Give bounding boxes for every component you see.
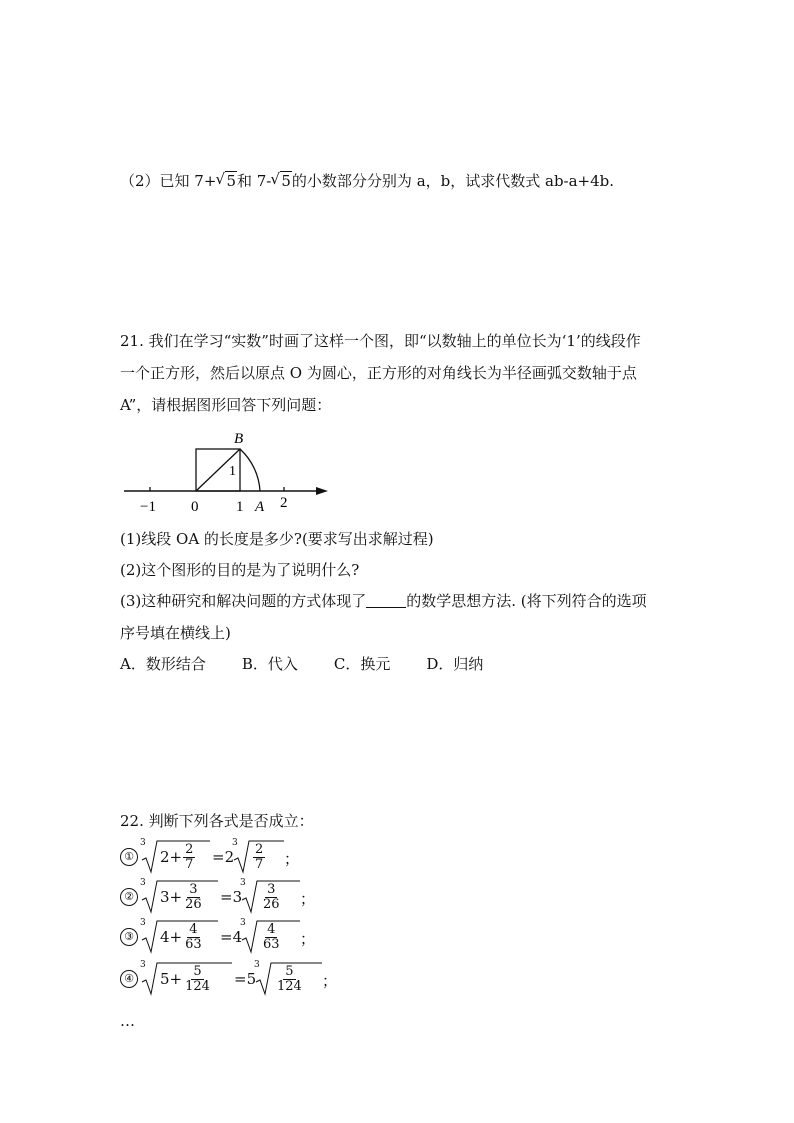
cube-root-left: 3 5 + $\frac{5}{124}$ bbox=[140, 960, 232, 996]
cube-root-left: 3 3 + $\frac{3}{26}$ bbox=[140, 878, 218, 914]
fraction: $\frac{2}{7}$ bbox=[185, 841, 194, 872]
ellipsis: … bbox=[120, 1012, 135, 1030]
tick-label-1: 1 bbox=[236, 499, 244, 515]
fraction: $\frac{4}{63}$ bbox=[185, 921, 202, 952]
axis-arrow bbox=[316, 487, 328, 495]
q21-sub1: (1)线段 OA 的长度是多少?(要求写出求解过程) bbox=[120, 530, 434, 548]
semicolon: ； bbox=[322, 972, 338, 990]
root-index: 3 bbox=[240, 918, 246, 928]
circled-number: ③ bbox=[120, 928, 138, 946]
answer-blank[interactable] bbox=[366, 591, 406, 608]
q20-part2: （2）已知 7+√ 5和 7-√ 5的小数部分分别为 a，b，试求代数式 ab-a+4b. bbox=[120, 170, 614, 192]
tick-label-2: 2 bbox=[280, 495, 288, 511]
cube-root-left: 3 4 + $\frac{4}{63}$ bbox=[140, 918, 218, 954]
label-B: B bbox=[234, 431, 244, 447]
sqrt-5-b: √ 5 bbox=[271, 170, 292, 192]
option-a: A．数形结合 bbox=[120, 655, 206, 673]
q21-sub3-line2: 序号填在横线上) bbox=[120, 624, 231, 642]
root-index: 3 bbox=[140, 918, 146, 928]
cube-root-right bbox=[240, 878, 300, 914]
label-A: A bbox=[255, 499, 265, 515]
option-d: D．归纳 bbox=[426, 655, 484, 673]
fraction: $\frac{5}{124}$ bbox=[277, 963, 302, 994]
root-index: 3 bbox=[240, 878, 246, 888]
tick-label-neg1: −1 bbox=[140, 499, 156, 515]
semicolon: ； bbox=[300, 930, 316, 948]
sqrt-5-a: √ 5 bbox=[216, 170, 237, 192]
q21-line3: A”，请根据图形回答下列问题： bbox=[120, 396, 332, 414]
label-1-side: 1 bbox=[229, 464, 236, 479]
semicolon: ； bbox=[284, 850, 300, 868]
q22-title: 22. 判断下列各式是否成立： bbox=[120, 812, 314, 830]
tick-label-0: 0 bbox=[191, 499, 199, 515]
option-c: C．换元 bbox=[333, 655, 391, 673]
circled-number: ④ bbox=[120, 970, 138, 988]
q21-options bbox=[120, 653, 519, 675]
circled-number: ① bbox=[120, 848, 138, 866]
equals-coefficient: =5 bbox=[234, 970, 257, 988]
root-index: 3 bbox=[254, 960, 260, 970]
equals-coefficient: =3 bbox=[220, 888, 243, 906]
fraction: $\frac{3}{26}$ bbox=[185, 881, 202, 912]
cube-root-right bbox=[240, 918, 300, 954]
fraction: $\frac{3}{26}$ bbox=[263, 881, 280, 912]
q21-sub3: (3)这种研究和解决问题的方式体现了 的数学思想方法. (将下列符合的选项 bbox=[120, 592, 647, 610]
cube-root-right bbox=[254, 960, 322, 996]
semicolon: ； bbox=[300, 890, 316, 908]
equals-coefficient: =4 bbox=[220, 928, 243, 946]
fraction: $\frac{2}{7}$ bbox=[255, 841, 264, 872]
fraction: $\frac{5}{124}$ bbox=[185, 963, 210, 994]
q21-line2: 一个正方形，然后以原点 O 为圆心，正方形的对角线长为半径画弧交数轴于点 bbox=[120, 364, 637, 382]
root-index: 3 bbox=[140, 878, 146, 888]
arc bbox=[240, 449, 260, 491]
root-index: 3 bbox=[232, 838, 238, 848]
root-index: 3 bbox=[140, 960, 146, 970]
cube-root-right bbox=[232, 838, 284, 874]
q21-sub2: (2)这个图形的目的是为了说明什么? bbox=[120, 561, 360, 579]
q21-line1: 21. 我们在学习“实数”时画了这样一个图，即“以数轴上的单位长为‘1’的线段作 bbox=[120, 332, 641, 350]
option-b: B．代入 bbox=[241, 655, 298, 673]
fraction: $\frac{4}{63}$ bbox=[263, 921, 280, 952]
circled-number: ② bbox=[120, 888, 138, 906]
q20-prefix: （2）已知 7+ bbox=[120, 172, 217, 190]
equals-coefficient: =2 bbox=[212, 848, 235, 866]
cube-root-left: 3 2 + $\frac{2}{7}$ bbox=[140, 838, 210, 874]
number-line-figure bbox=[120, 425, 335, 517]
root-index: 3 bbox=[140, 838, 146, 848]
